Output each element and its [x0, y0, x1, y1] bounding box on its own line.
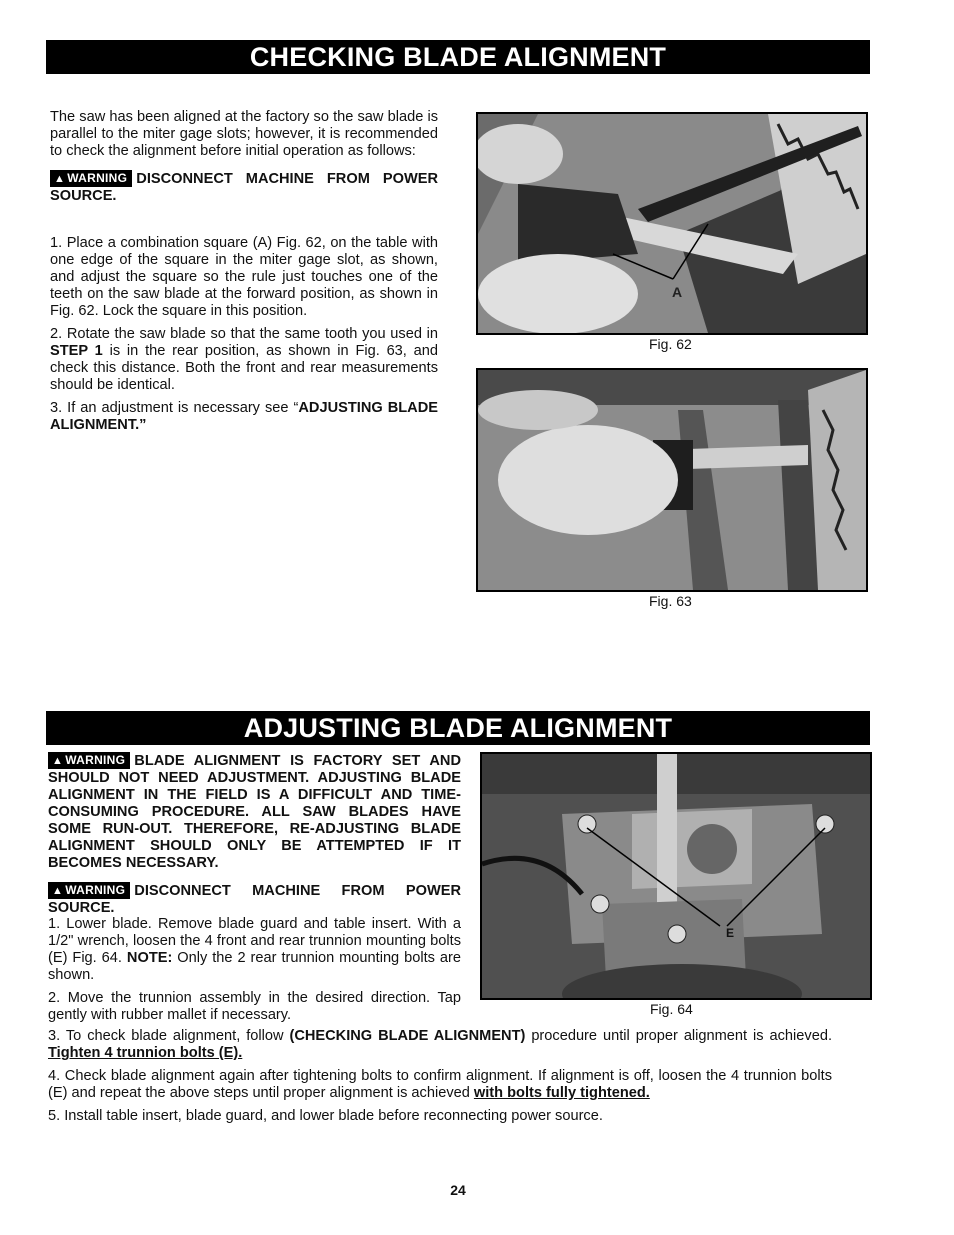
warning-disconnect-1: ▲ WARNING DISCONNECT MACHINE FROM POWER SOURCE. — [50, 171, 438, 204]
figure-64-label-e: E — [726, 926, 735, 940]
warning-badge: ▲ WARNING — [48, 752, 130, 769]
warning-badge: ▲ WARNING — [50, 170, 132, 187]
figure-62-label-a: A — [672, 284, 683, 300]
warning-badge: ▲ WARNING — [48, 882, 130, 899]
checking-step-1: 1. Place a combination square (A) Fig. 62, on the table with one edge of the square in the miter gage slot, as shown, and adjust the square so the rule just touches one of the teeth on the saw blade at the forward position, as shown in Fig. 62. Lock the square in this position. — [50, 235, 438, 319]
section-title-adjusting: ADJUSTING BLADE ALIGNMENT — [46, 711, 870, 745]
adjusting-step-3: 3. To check blade alignment, follow (CHECKING BLADE ALIGNMENT) procedure until proper alignment is achieved. Tighten 4 trunnion bolts (E). — [48, 1028, 832, 1061]
warning-triangle-icon: ▲ — [52, 755, 64, 767]
figure-62-photo — [476, 112, 868, 335]
adjusting-steps-wide — [48, 1028, 832, 1131]
adjusting-warning-1: ▲ WARNING BLADE ALIGNMENT IS FACTORY SET AND SHOULD NOT NEED ADJUSTMENT. ADJUSTING BLADE ALIGNMENT IN THE FIELD IS A DIFFICULT AND TIME-CONSUMING PROCEDURE. ALL SAW BLADES HAVE SOME RUN-OUT. THEREFORE, RE-ADJUSTING BLADE ALIGNMENT SHOULD ONLY BE ATTEMPTED IF IT BECOMES NECESSARY. ▲ WARNING DISCONNECT MACHINE FROM POWER SOURCE. — [48, 753, 461, 916]
figure-64-photo — [480, 752, 872, 1000]
warning-triangle-icon: ▲ — [54, 173, 66, 185]
intro-paragraph: The saw has been aligned at the factory so the saw blade is parallel to the miter gage slots; however, it is recommended to check the alignment before initial operation as follows: — [50, 109, 438, 159]
figure-62-caption: Fig. 62 — [649, 336, 692, 352]
adjusting-warning-2: ▲ WARNING DISCONNECT MACHINE FROM POWER SOURCE. — [48, 883, 461, 916]
adjusting-step-1: 1. Lower blade. Remove blade guard and table insert. With a 1/2" wrench, loosen the 4 front and rear trunnion mounting bolts (E) Fig. 64. NOTE: Only the 2 rear trunnion mounting bolts are shown. — [48, 916, 461, 983]
adjusting-steps-column — [48, 916, 461, 1030]
checking-step-2: 2. Rotate the saw blade so that the same tooth you used in STEP 1 is in the rear position, as shown in Fig. 63, and check this distance. Both the front and rear measurements should be identical. — [50, 326, 439, 393]
checking-text-column — [50, 109, 438, 440]
page-number: 24 — [450, 1182, 466, 1198]
figure-63-photo — [476, 368, 868, 592]
figure-64-caption: Fig. 64 — [650, 1001, 693, 1017]
adjusting-step-4: 4. Check blade alignment again after tightening bolts to confirm alignment. If alignment is off, loosen the 4 trunnion bolts (E) and repeat the above steps until proper alignment is achieved with bolts fully tightened. — [48, 1068, 832, 1101]
warning-triangle-icon: ▲ — [52, 885, 64, 897]
adjusting-step-5: 5. Install table insert, blade guard, and lower blade before reconnecting power source. — [48, 1108, 603, 1124]
section-title-checking: CHECKING BLADE ALIGNMENT — [46, 40, 870, 74]
figure-63-caption: Fig. 63 — [649, 593, 692, 609]
adjusting-step-2: 2. Move the trunnion assembly in the desired direction. Tap gently with rubber mallet if necessary. — [48, 990, 461, 1023]
checking-step-3: 3. If an adjustment is necessary see “ADJUSTING BLADE ALIGNMENT.” — [50, 400, 438, 433]
